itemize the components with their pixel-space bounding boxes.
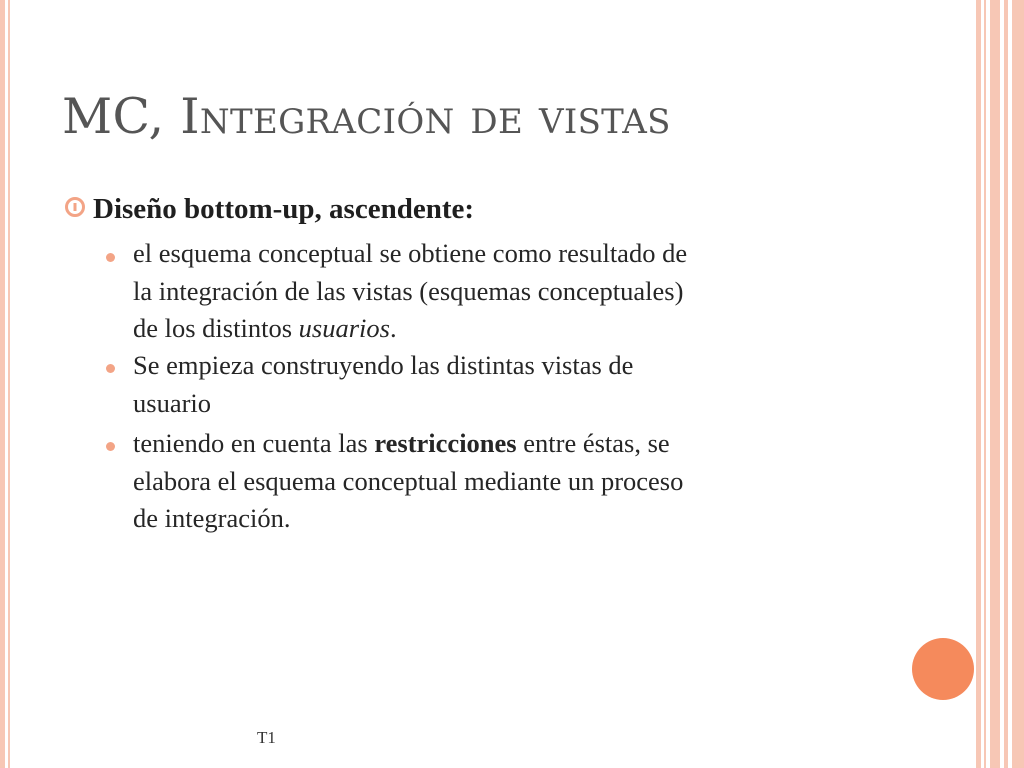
dot-bullet-icon [106,253,115,262]
slide-footer: T1 [257,728,276,747]
list-item-line: el esquema conceptual se obtiene como resultado de [133,238,688,268]
list-item [133,235,893,348]
left-border-stripe [0,0,5,768]
right-border-stripe [1012,0,1024,768]
list-item-line [133,425,893,463]
accent-circle [912,638,974,700]
list-item-line: Se empieza construyendo las distintas vistas de [133,350,634,380]
list-item-line: elabora el esquema conceptual mediante un proceso [133,465,684,496]
right-border-stripe [990,0,1000,768]
list-item-line: de integración. [133,503,291,533]
list-item [133,347,893,422]
emphasized-text: usuarios [298,313,390,343]
list-item [133,425,893,538]
right-border-stripe [1004,0,1008,768]
list-item-text: . [389,313,397,343]
circle-with-bar-icon [64,196,86,218]
list-item-line: usuario [133,387,212,418]
slide-heading: Diseño bottom-up, ascendente: [93,193,475,225]
slide-title: MC, Integración de vistas [62,88,671,145]
list-item-text: entre éstas, se [516,428,670,458]
list-item-text: teniendo en cuenta las [133,428,375,458]
left-border-stripe-thin [8,0,10,768]
dot-bullet-icon [106,364,115,373]
dot-bullet-icon [106,442,115,451]
list-item-line [133,310,893,348]
right-border-stripe [984,0,986,768]
strong-text: restricciones [374,428,517,458]
list-item-line: la integración de las vistas (esquemas conceptuales) [133,275,684,306]
list-item-text: de los distintos [133,313,299,343]
right-border-stripe [976,0,981,768]
